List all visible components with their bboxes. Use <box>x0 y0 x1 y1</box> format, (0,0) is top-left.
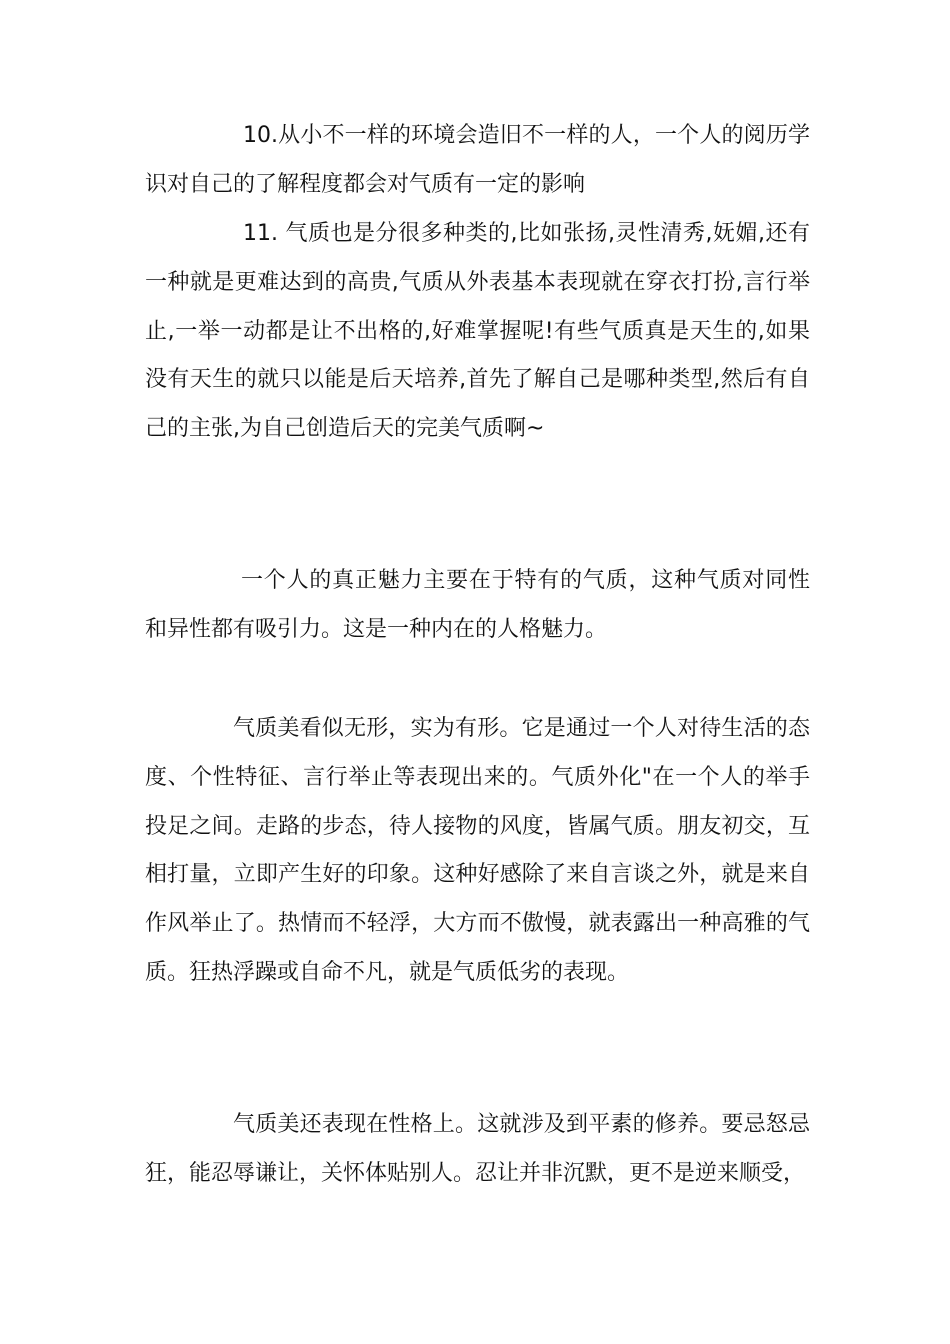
paragraph-10: 10.从小不一样的环境会造旧不一样的人，一个人的阅历学识对自己的了解程度都会对气质有一定的影响 <box>145 123 810 197</box>
paragraph-11: 11. 气质也是分很多种类的,比如张扬,灵性清秀,妩媚,还有一种就是更难达到的高贵,气质从外表基本表现就在穿衣打扮,言行举止,一举一动都是让不出格的,好难掌握呢!有些气质真是天生的,如果没有天生的就只以能是后天培养,首先了解自己是哪种类型,然后有自己的主张,为自己创造后天的完美气质啊~ <box>145 221 810 442</box>
paragraph-personality: 气质美还表现在性格上。这就涉及到平素的修养。要忌怒忌狂，能忍辱谦让，关怀体贴别人。忍让并非沉默，更不是逆来顺受， <box>145 1112 810 1186</box>
paragraph-charm: 一个人的真正魅力主要在于特有的气质，这种气质对同性和异性都有吸引力。这是一种内在的人格魅力。 <box>145 568 810 642</box>
paragraph-temperament-beauty: 气质美看似无形，实为有形。它是通过一个人对待生活的态度、个性特征、言行举止等表现出来的。气质外化"在一个人的举手投足之间。走路的步态，待人接物的风度，皆属气质。朋友初交，互相打量，立即产生好的印象。这种好感除了来自言谈之外，就是来自作风举止了。热情而不轻浮，大方而不傲慢，就表露出一种高雅的气质。狂热浮躁或自命不凡，就是气质低劣的表现。 <box>145 716 810 985</box>
